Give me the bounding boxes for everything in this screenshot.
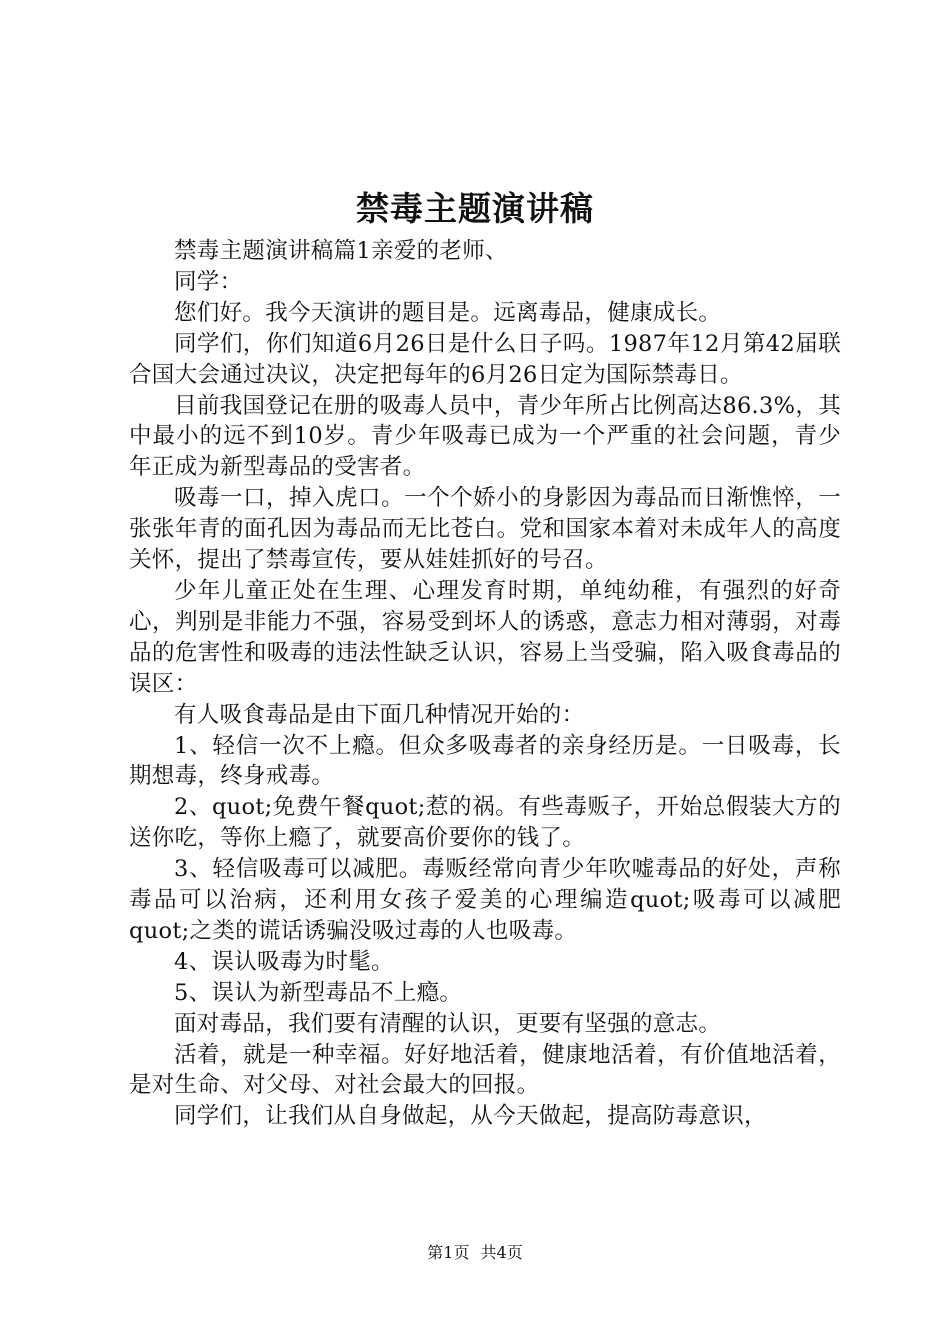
paragraph: 4、误认吸毒为时髦。 [174, 948, 394, 975]
paragraph: 禁毒主题演讲稿篇1亲爱的老师、 [174, 238, 508, 264]
paragraph: 2、quot;免费午餐quot;惹的祸。有些毒贩子，开始总假装大方的送你吃，等你上瘾了，就要高价要你的钱了。 [129, 794, 841, 852]
document-title: 禁毒主题演讲稿 [356, 189, 594, 228]
paragraph: 3、轻信吸毒可以减肥。毒贩经常向青少年吹嘘毒品的好处，声称毒品可以治病，还利用女孩子爱美的心理编造quot;吸毒可以减肥quot;之类的谎话诱骗没吸过毒的人也吸毒。 [129, 856, 841, 944]
paragraph: 吸毒一口，掉入虎口。一个个娇小的身影因为毒品而日渐憔悴，一张张年青的面孔因为毒品而无比苍白。党和国家本着对未成年人的高度关怀，提出了禁毒宣传，要从娃娃抓好的号召。 [129, 485, 841, 574]
page-number: 第1页 [427, 1243, 470, 1262]
paragraph: 面对毒品，我们要有清醒的认识，更要有坚强的意志。 [174, 1010, 722, 1037]
paragraph: 活着，就是一种幸福。好好地活着，健康地活着，有价值地活着，是对生命、对父母、对社会最大的回报。 [129, 1041, 841, 1099]
paragraph: 您们好。我今天演讲的题目是。远离毒品，健康成长。 [174, 299, 722, 326]
document-body [129, 236, 841, 1132]
paragraph: 5、误认为新型毒品不上瘾。 [174, 979, 463, 1006]
paragraph: 有人吸食毒品是由下面几种情况开始的： [174, 701, 585, 728]
page-total: 共4页 [480, 1243, 523, 1262]
paragraph: 同学们，让我们从自身做起，从今天做起，提高防毒意识， [174, 1103, 767, 1130]
paragraph: 少年儿童正处在生理、心理发育时期，单纯幼稚，有强烈的好奇心，判别是非能力不强，容易受到坏人的诱惑，意志力相对薄弱，对毒品的危害性和吸毒的违法性缺乏认识，容易上当受骗，陷入吸食毒品的误区： [129, 577, 841, 697]
paragraph: 同学们，你们知道6月26日是什么日子吗。1987年12月第42届联合国大会通过决议，决定把每年的6月26日定为国际禁毒日。 [129, 330, 841, 388]
paragraph: 1、轻信一次不上瘾。但众多吸毒者的亲身经历是。一日吸毒，长期想毒，终身戒毒。 [129, 732, 841, 790]
paragraph: 目前我国登记在册的吸毒人员中，青少年所占比例高达86.3%，其中最小的远不到10岁。青少年吸毒已成为一个严重的社会问题，青少年正成为新型毒品的受害者。 [129, 392, 841, 481]
page-footer [0, 1243, 950, 1263]
paragraph: 同学： [174, 268, 243, 295]
